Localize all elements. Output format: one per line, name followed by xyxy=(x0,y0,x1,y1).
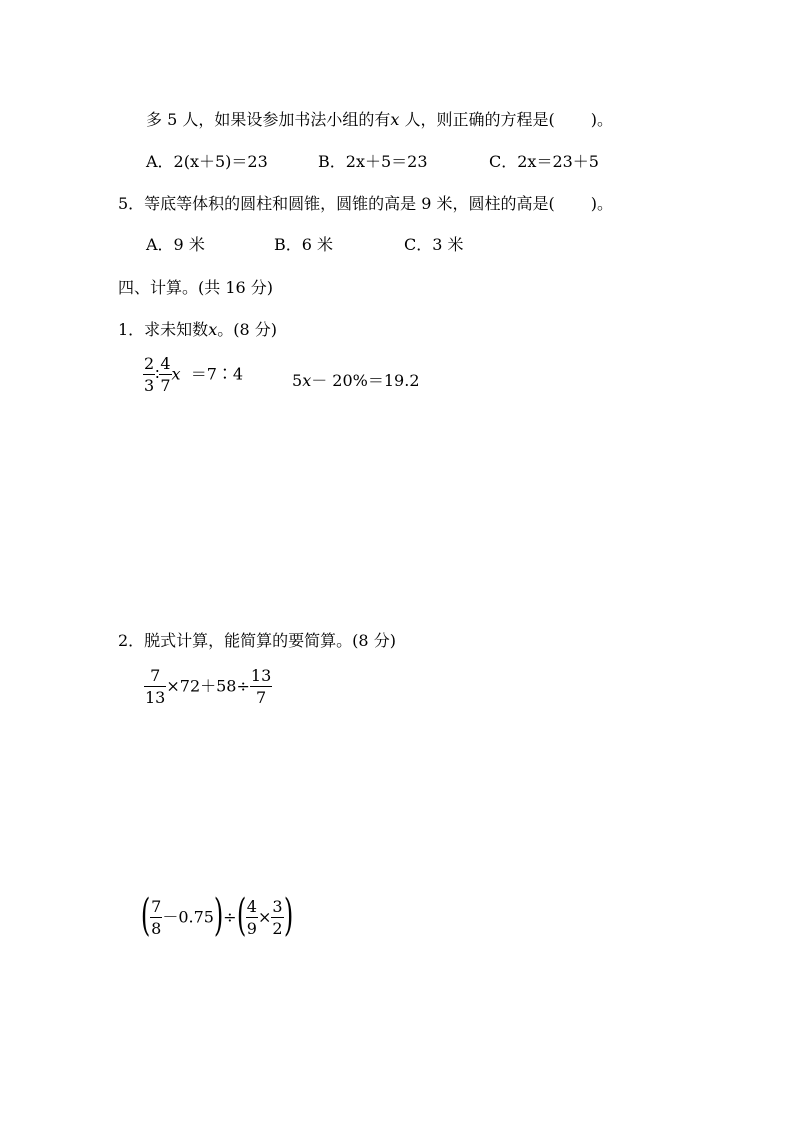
eq1-variable-x: x xyxy=(171,364,181,384)
expr2-right-paren-1: ) xyxy=(213,890,224,941)
sub1-prompt-variable-x: x xyxy=(208,320,218,339)
q5-stem-line xyxy=(118,191,613,214)
eq2-coefficient: 5 xyxy=(292,371,303,390)
q4-option-a: A．2(x＋5)＝23 xyxy=(146,152,268,171)
q4-stem-text-post: 人，则正确的方程是( xyxy=(399,110,555,129)
sub1-equation-2 xyxy=(292,368,420,391)
eq1-fraction-2 xyxy=(159,356,171,394)
expr1-f1-numerator: 7 xyxy=(150,666,161,685)
eq1-f1-denominator: 3 xyxy=(144,376,155,395)
expr2-f2-denominator: 9 xyxy=(246,919,257,938)
expr2-divide: ÷ xyxy=(223,907,237,927)
expr2-fraction-1 xyxy=(150,899,162,937)
expr2-f1-denominator: 8 xyxy=(151,919,162,938)
expr2-fraction-2 xyxy=(246,899,258,937)
expr1-middle: ×72＋58÷ xyxy=(166,676,250,696)
expr1-f2-denominator: 7 xyxy=(250,686,272,706)
expr2-times: × xyxy=(257,907,272,927)
expr2-minus-term: －0.75 xyxy=(162,907,214,927)
q4-stem-end: )。 xyxy=(590,110,613,129)
q4-option-b: B．2x＋5＝23 xyxy=(318,152,428,171)
sub1-prompt-pre: 1．求未知数 xyxy=(118,320,209,339)
expr2-f2-numerator: 4 xyxy=(246,897,257,916)
eq2-rest: － 20%＝19.2 xyxy=(311,371,420,390)
q5-stem-text: 5．等底等体积的圆柱和圆锥，圆锥的高是 9 米，圆柱的高是( xyxy=(118,194,555,213)
sub2-prompt: 2．脱式计算，能简算的要简算。(8 分) xyxy=(118,631,396,650)
expr2-right-paren-2: ) xyxy=(283,890,293,941)
sub1-prompt-post: 。(8 分) xyxy=(217,320,277,339)
expr1-fraction-2 xyxy=(250,668,272,706)
expr2-f3-numerator: 3 xyxy=(272,897,283,916)
eq1-f2-numerator: 4 xyxy=(160,354,171,373)
q4-stem-text-pre: 多 5 人，如果设参加书法小组的有 xyxy=(146,110,391,129)
sub1-prompt xyxy=(118,317,277,340)
q5-stem-end: )。 xyxy=(590,194,614,213)
expr1-fraction-1 xyxy=(144,668,166,706)
expr2-f1-numerator: 7 xyxy=(151,897,162,916)
q5-option-c: C．3 米 xyxy=(404,235,464,254)
sub2-expression-2 xyxy=(140,890,293,941)
q4-option-c: C．2x＝23＋5 xyxy=(489,152,599,171)
q5-option-a: A．9 米 xyxy=(146,235,205,254)
expr1-f1-denominator: 13 xyxy=(145,688,166,707)
eq1-f2-denominator: 7 xyxy=(160,376,171,395)
expr2-fraction-3 xyxy=(271,899,283,937)
expr2-left-paren-2: ( xyxy=(236,890,246,941)
expr2-f3-denominator: 2 xyxy=(272,919,283,938)
q4-variable-x: x xyxy=(390,110,400,129)
sub1-equation-1 xyxy=(143,356,243,394)
q5-option-b: B．6 米 xyxy=(274,235,334,254)
expr1-f2-numerator: 13 xyxy=(250,666,272,685)
eq1-colon: ∶ xyxy=(155,364,160,384)
eq1-rhs: ＝7∶4 xyxy=(190,364,244,384)
section-4-heading: 四、计算。(共 16 分) xyxy=(118,278,274,297)
q4-stem-line xyxy=(146,107,613,130)
eq2-variable-x: x xyxy=(302,371,312,390)
expr2-left-paren-1: ( xyxy=(140,890,151,941)
eq1-fraction-1 xyxy=(143,356,155,394)
sub2-expression-1 xyxy=(144,668,272,706)
eq1-f1-numerator: 2 xyxy=(144,354,155,373)
